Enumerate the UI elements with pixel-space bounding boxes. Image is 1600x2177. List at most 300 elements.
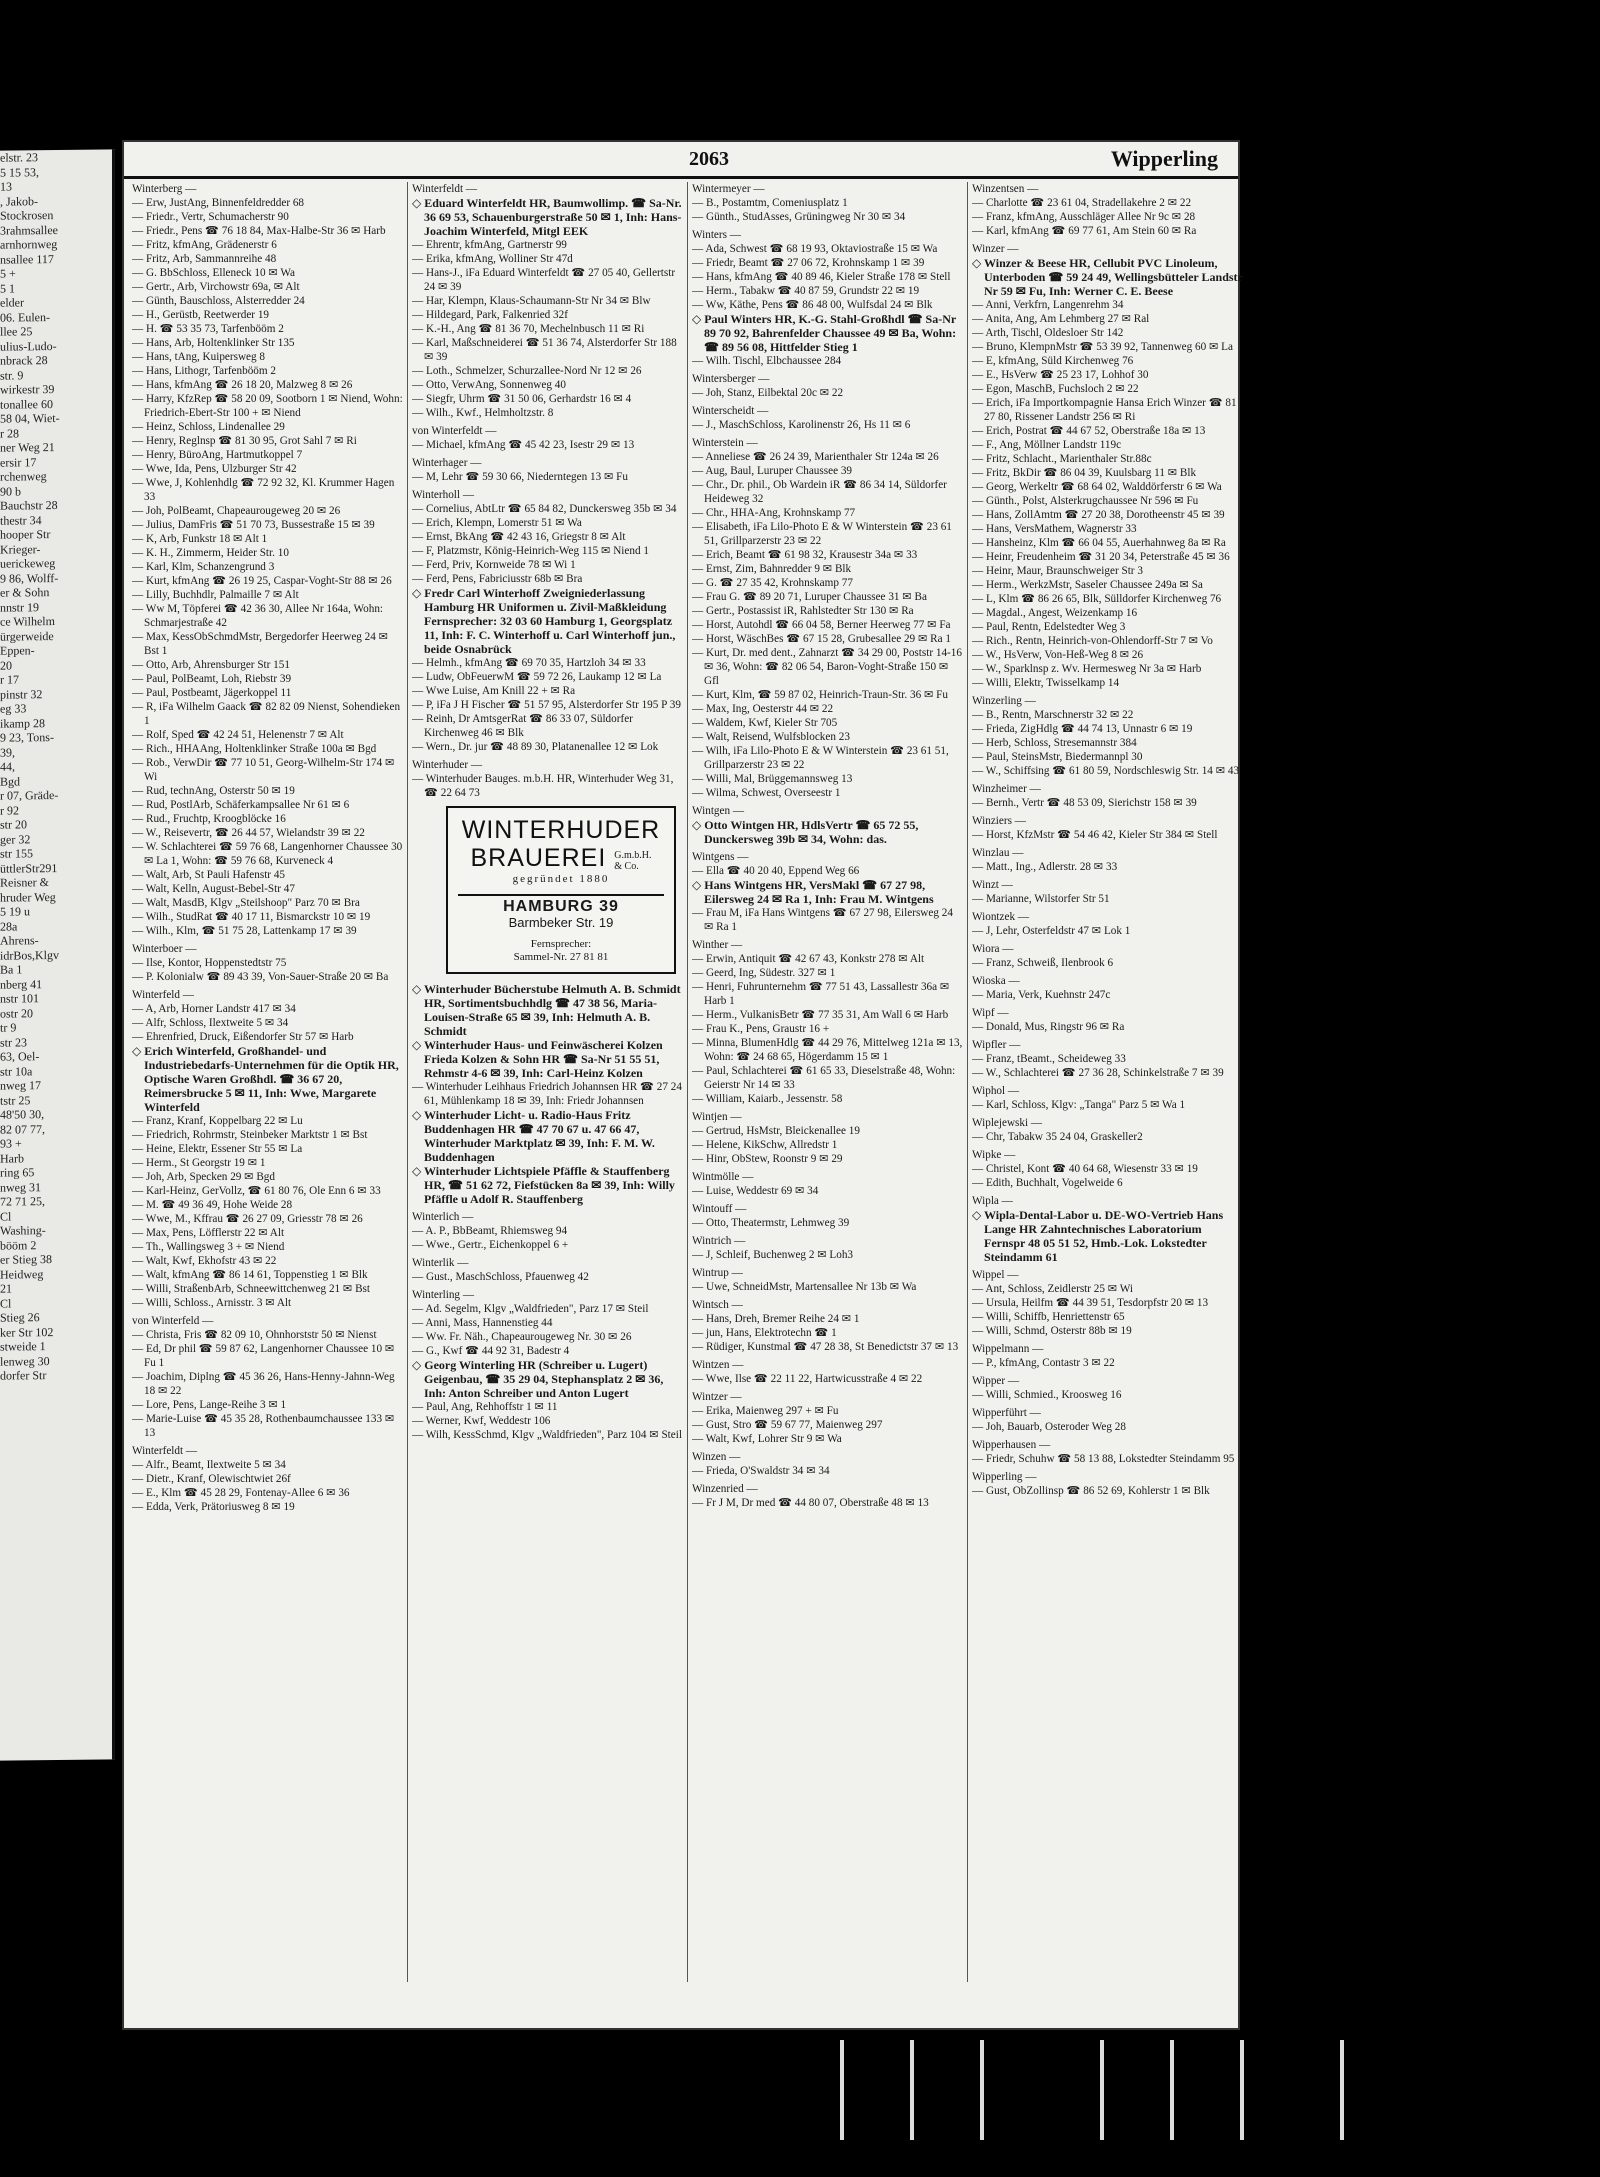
surname-heading: Wintermeyer — <box>692 183 765 195</box>
previous-page-fragment: Bauchstr 28 <box>0 497 58 513</box>
previous-page-fragment: 82 07 77, <box>0 1121 45 1137</box>
previous-page-fragment: 5 + <box>0 266 16 281</box>
directory-entry: — Ilse, Kontor, Hoppenstedtstr 75 <box>132 957 287 969</box>
surname-heading: Wiontzek — <box>972 911 1030 923</box>
previous-page-fragment: 39, <box>0 744 15 760</box>
scan-edge-marks <box>840 2040 1360 2140</box>
previous-page-fragment: 20 <box>0 657 12 673</box>
surname-heading: Winzheimer — <box>972 783 1041 795</box>
surname-heading: von Winterfeldt — <box>412 425 497 437</box>
directory-entry: — F., Ang, Möllner Landstr 119c <box>972 439 1122 451</box>
directory-entry: — Hans, kfmAng ☎ 26 18 20, Malzweg 8 ✉ 26 <box>132 379 353 391</box>
previous-page-fragment: ce Wilhelm <box>0 614 55 629</box>
directory-entry: — Ada, Schwest ☎ 68 19 93, Oktaviostraße 15 ✉ Wa <box>692 243 938 255</box>
directory-entry: — Wwe Luise, Am Knill 22 + ✉ Ra <box>412 685 576 697</box>
directory-entry: — Rüdiger, Kunstmal ☎ 47 28 38, St Benedictstr 37 ✉ 13 <box>692 1341 959 1353</box>
directory-entry: — Anita, Ang, Am Lehmberg 27 ✉ Ral <box>972 313 1150 325</box>
directory-entry: — Franz, Schweiß, Ilenbrook 6 <box>972 957 1114 969</box>
directory-entry: — Henry, Reglnsp ☎ 81 30 95, Grot Sahl 7 ✉ Ri <box>132 435 357 447</box>
previous-page-fragment: ersir 17 <box>0 454 37 470</box>
previous-page-fragment: ner Weg 21 <box>0 440 55 455</box>
directory-entry: — Ehrentr, kfmAng, Gartnerstr 99 <box>412 239 567 251</box>
directory-entry: — Hans, ZollAmtm ☎ 27 20 38, Dorotheenstr 45 ✉ 39 <box>972 509 1225 521</box>
surname-heading: Wipfler — <box>972 1039 1021 1051</box>
previous-page-fragment: Washing- <box>0 1223 46 1238</box>
directory-entry: — Geerd, Ing, Südestr. 327 ✉ 1 <box>692 967 836 979</box>
directory-entry: — Maria, Verk, Kuehnstr 247c <box>972 989 1111 1001</box>
previous-page-fragment: 9 86, Wolff- <box>0 570 59 586</box>
previous-page-fragment: 93 + <box>0 1136 22 1151</box>
directory-entry: — Erw, JustAng, Binnenfeldredder 68 <box>132 197 305 209</box>
directory-entry: — K. H., Zimmerm, Heider Str. 10 <box>132 547 289 559</box>
surname-heading: Wintzer — <box>692 1391 742 1403</box>
previous-page-fragment: dorfer Str <box>0 1368 47 1383</box>
surname-heading: Wintjen — <box>692 1111 742 1123</box>
previous-page-fragment: llee 25 <box>0 324 33 339</box>
directory-entry: — Wwe, Ilse ☎ 22 11 22, Hartwicusstraße 4 ✉ 22 <box>692 1373 923 1385</box>
directory-entry: — Gertrud, HsMstr, Bleickenallee 19 <box>692 1125 860 1137</box>
ad-phone-label: Fernsprecher: <box>530 938 592 950</box>
surname-heading: Wintzen — <box>692 1359 744 1371</box>
surname-heading: Winzenried — <box>692 1483 758 1495</box>
directory-entry: — Kurt, Dr. med dent., Zahnarzt ☎ 34 29 00, Poststr 14-16 ✉ 36, Wohn: ☎ 82 06 54, Baron-Voght-Straße 150 ✉ Gfl <box>692 647 962 687</box>
directory-entry: — Friedr., Pens ☎ 76 18 84, Max-Halbe-Str 36 ✉ Harb <box>132 225 386 237</box>
surname-heading: Winterstein — <box>692 437 758 449</box>
directory-entry: — Ww. Fr. Näh., Chapeaurougeweg Nr. 30 ✉ 26 <box>412 1331 632 1343</box>
directory-entry: — Ursula, Heilfm ☎ 44 39 51, Tesdorpfstr 20 ✉ 13 <box>972 1297 1209 1309</box>
directory-entry: — B., Postamtm, Comeniusplatz 1 <box>692 197 848 209</box>
directory-entry: — Th., Wallingsweg 3 + ✉ Niend <box>132 1241 285 1253</box>
directory-entry: — Ant, Schloss, Zeidlerstr 25 ✉ Wi <box>972 1283 1133 1295</box>
directory-entry: — Herm., St Georgstr 19 ✉ 1 <box>132 1157 266 1169</box>
firm-entry: ◇ Hans Wintgens HR, VersMakl ☎ 67 27 98, Eilersweg 24 ✉ Ra 1, Inh: Frau M. Wintgens <box>692 878 934 906</box>
surname-heading: Winzer — <box>972 243 1019 255</box>
directory-entry: — Elisabeth, iFa Lilo-Photo E & W Winterstein ☎ 23 61 51, Grillparzerstr 23 ✉ 22 <box>692 521 952 547</box>
previous-page-fragment: , Jakob- <box>0 193 38 209</box>
previous-page-fragment: ürgerweide <box>0 628 54 644</box>
directory-entry: — M, Lehr ☎ 59 30 66, Niederntegen 13 ✉ Fu <box>412 471 628 483</box>
directory-entry: — Erich, Postrat ☎ 44 67 52, Oberstraße 18a ✉ 13 <box>972 425 1206 437</box>
directory-entry: — Heinr, Maur, Braunschweiger Str 3 <box>972 565 1143 577</box>
directory-entry: — Heinr, Freudenheim ☎ 31 20 34, Peterstraße 45 ✉ 36 <box>972 551 1230 563</box>
directory-entry: — Alfr, Schloss, Ilextweite 5 ✉ 34 <box>132 1017 289 1029</box>
surname-heading: Winziers — <box>972 815 1026 827</box>
previous-page-fragment: r 07, Gräde- <box>0 787 59 803</box>
previous-page-fragment: nbrack 28 <box>0 353 48 368</box>
previous-page-fragment: 3rahmsallee <box>0 222 58 238</box>
directory-entry: — Siegfr, Uhrm ☎ 31 50 06, Gerhardstr 16 ✉ 4 <box>412 393 632 405</box>
directory-entry: — Lilly, Buchhdlr, Palmaille 7 ✉ Alt <box>132 589 299 601</box>
previous-page-fragment: 63, Oel- <box>0 1049 40 1064</box>
previous-page-fragment: lenweg 30 <box>0 1353 50 1369</box>
directory-entry: — Joh, Stanz, Eilbektal 20c ✉ 22 <box>692 387 844 399</box>
surname-heading: Wintrich — <box>692 1235 746 1247</box>
directory-entry: — Minna, BlumenHdlg ☎ 44 29 76, Mittelweg 121a ✉ 13, Wohn: ☎ 24 68 65, Högerdamm 15 ✉ 1 <box>692 1037 963 1063</box>
directory-entry: — E., HsVerw ☎ 25 23 17, Lohhof 30 <box>972 369 1149 381</box>
directory-column-3 <box>692 182 964 1982</box>
directory-entry: — A, Arb, Horner Landstr 417 ✉ 34 <box>132 1003 296 1015</box>
previous-page-fragment: üttlerStr291 <box>0 860 58 876</box>
previous-page-fragment: r 28 <box>0 425 19 441</box>
surname-heading: Wippelmann — <box>972 1343 1044 1355</box>
surname-heading: Winters — <box>692 229 741 241</box>
directory-entry: — Gust., MaschSchloss, Pfauenweg 42 <box>412 1271 589 1283</box>
surname-heading: Wintsch — <box>692 1299 743 1311</box>
previous-page-fragment: Eppen- <box>0 643 35 658</box>
previous-page-fragment: rchenweg <box>0 469 47 484</box>
directory-entry: — Bruno, KlempnMstr ☎ 53 39 92, Tannenweg 60 ✉ La <box>972 341 1233 353</box>
previous-page-fragment: ikamp 28 <box>0 715 45 731</box>
previous-page-fragment: tr 9 <box>0 1020 17 1035</box>
directory-entry: — Ww, Käthe, Pens ☎ 86 48 00, Wulfsdal 24 ✉ Blk <box>692 299 933 311</box>
directory-entry: — Erich, iFa Importkompagnie Hansa Erich Winzer ☎ 81 27 80, Rissener Landstr 256 ✉ Ri <box>972 397 1237 423</box>
surname-heading: Wipf — <box>972 1007 1009 1019</box>
firm-entry: ◇ Winterhuder Haus- und Feinwäscherei Kolzen Frieda Kolzen & Sohn HR ☎ Sa-Nr 51 55 51, Rehmstr 4-6 ✉ 39, Inh: Carl-Heinz Kolzen <box>412 1038 663 1080</box>
surname-heading: Winterlik — <box>412 1257 469 1269</box>
directory-entry: — Herm., VulkanisBetr ☎ 77 35 31, Am Wall 6 ✉ Harb <box>692 1009 949 1021</box>
directory-entry: — Reinh, Dr AmtsgerRat ☎ 86 33 07, Süldorfer Kirchenweg 46 ✉ Blk <box>412 713 633 739</box>
directory-entry: — Aug, Baul, Luruper Chaussee 39 <box>692 465 853 477</box>
ad-legal-form: G.m.b.H. <box>614 850 652 861</box>
directory-entry: — Willi, Mal, Brüggemannsweg 13 <box>692 773 853 785</box>
surname-heading: Winzlau — <box>972 847 1024 859</box>
surname-heading: Winzerling — <box>972 695 1036 707</box>
directory-entry: — Werner, Kwf, Weddestr 106 <box>412 1415 551 1427</box>
previous-page-fragment: 5 15 53, <box>0 164 39 180</box>
directory-entry: — Franz, tBeamt., Scheideweg 33 <box>972 1053 1126 1065</box>
directory-entry: — Willi, Schiffb, Henriettenstr 65 <box>972 1311 1125 1323</box>
directory-entry: — Friedr, Beamt ☎ 27 06 72, Krohnskamp 1 ✉ 39 <box>692 257 925 269</box>
directory-entry: — W., Reisevertr, ☎ 26 44 57, Wielandstr 39 ✉ 22 <box>132 827 365 839</box>
directory-entry: — K, Arb, Funkstr 18 ✉ Alt 1 <box>132 533 268 545</box>
ad-title-line-1: WINTERHUDER <box>461 816 661 844</box>
directory-entry: — Walt, MasdB, Klgv „Steilshoop" Parz 70 ✉ Bra <box>132 897 360 909</box>
directory-entry: — Edith, Buchhalt, Vogelweide 6 <box>972 1177 1123 1189</box>
firm-entry: ◇ Winzer & Beese HR, Cellubit PVC Linoleum, Unterboden ☎ 59 24 49, Wellingsbütteler Landstr Nr 59 ✉ Fu, Inh: Werner C. E. Beese <box>972 256 1243 298</box>
directory-entry: — Günth., Polst, Alsterkrugchaussee Nr 596 ✉ Fu <box>972 495 1199 507</box>
surname-heading: Wintrup — <box>692 1267 743 1279</box>
directory-entry: — H., Gerüstb, Reetwerder 19 <box>132 309 270 321</box>
directory-entry: — Ferd, Priv, Kornweide 78 ✉ Wi 1 <box>412 559 576 571</box>
directory-entry: — Gust, ObZollinsp ☎ 86 52 69, Kohlerstr 1 ✉ Blk <box>972 1485 1210 1497</box>
directory-entry: — Friedr., Vertr, Schumacherstr 90 <box>132 211 289 223</box>
directory-entry: — B., Rentn, Marschnerstr 32 ✉ 22 <box>972 709 1134 721</box>
surname-heading: Wipperling — <box>972 1471 1037 1483</box>
directory-entry: — Wilh., Klm, ☎ 51 75 28, Lattenkamp 17 ✉ 39 <box>132 925 357 937</box>
directory-column-1 <box>132 182 404 1982</box>
previous-page-fragment: 72 71 25, <box>0 1194 45 1209</box>
directory-entry: — Ludw, ObFeuerwM ☎ 59 72 26, Laukamp 12 ✉ La <box>412 671 662 683</box>
directory-entry: — Heinz, Schloss, Lindenallee 29 <box>132 421 285 433</box>
directory-entry: — Matt., Ing., Adlerstr. 28 ✉ 33 <box>972 861 1118 873</box>
directory-entry: — Paul, PolBeamt, Loh, Riebstr 39 <box>132 673 292 685</box>
firm-entry: ◇ Winterhuder Lichtspiele Pfäffle & Stauffenberg HR, ☎ 51 62 72, Fiefstücken 8a ✉ 39, Inh: Willy Pfäffle u Adolf R. Stauffenberg <box>412 1164 675 1206</box>
firm-entry: ◇ Otto Wintgen HR, HdlsVertr ☎ 65 72 55, Dunckersweg 39b ✉ 34, Wohn: das. <box>692 818 919 846</box>
column-divider <box>407 182 408 1982</box>
directory-entry: — Friedrich, Rohrmstr, Steinbeker Marktstr 1 ✉ Bst <box>132 1129 368 1141</box>
directory-entry: — Fr J M, Dr med ☎ 44 80 07, Oberstraße 48 ✉ 13 <box>692 1497 929 1509</box>
directory-entry: — Hildegard, Park, Falkenried 32f <box>412 309 568 321</box>
directory-entry: — Paul, Postbeamt, Jägerkoppel 11 <box>132 687 292 699</box>
directory-entry: — Ferd, Pens, Fabriciusstr 68b ✉ Bra <box>412 573 583 585</box>
directory-entry: — Otto, Theatermstr, Lehmweg 39 <box>692 1217 850 1229</box>
surname-heading: Winzentsen — <box>972 183 1039 195</box>
directory-entry: — Rob., VerwDir ☎ 77 10 51, Georg-Wilhelm-Str 174 ✉ Wi <box>132 757 395 783</box>
directory-entry: — Marianne, Wilstorfer Str 51 <box>972 893 1110 905</box>
directory-entry: — Erwin, Antiquit ☎ 42 67 43, Konkstr 278 ✉ Alt <box>692 953 925 965</box>
surname-heading: Wipla — <box>972 1195 1013 1207</box>
directory-entry: — Ed, Dr phil ☎ 59 87 62, Langenhorner Chaussee 10 ✉ Fu 1 <box>132 1343 395 1369</box>
directory-entry: — Wilh, iFa Lilo-Photo E & W Winterstein ☎ 23 61 51, Grillparzerstr 23 ✉ 22 <box>692 745 949 771</box>
directory-entry: — Hans-J., iFa Eduard Winterfeldt ☎ 27 05 40, Gellertstr 24 ✉ 39 <box>412 267 676 293</box>
directory-entry: — Rud, PostlArb, Schäferkampsallee Nr 61 ✉ 6 <box>132 799 350 811</box>
directory-entry: — Cornelius, AbtLtr ☎ 65 84 82, Dunckersweg 35b ✉ 34 <box>412 503 677 515</box>
directory-entry: — Egon, MaschB, Fuchsloch 2 ✉ 22 <box>972 383 1139 395</box>
directory-entry: — Wilh. Tischl, Elbchaussee 284 <box>692 355 842 367</box>
directory-entry: — Walt, Kwf, Lohrer Str 9 ✉ Wa <box>692 1433 842 1445</box>
firm-entry: ◇ Winterhuder Licht- u. Radio-Haus Fritz Buddenhagen HR ☎ 47 70 67 u. 47 66 47, Winterhuder Marktplatz ✉ 39, Inh: F. M. W. Buddenhagen <box>412 1108 655 1164</box>
directory-entry: — jun, Hans, Elektrotechn ☎ 1 <box>692 1327 837 1339</box>
directory-entry: — Julius, DamFris ☎ 51 70 73, Bussestraße 15 ✉ 39 <box>132 519 375 531</box>
directory-entry: — W. Schlachterei ☎ 59 76 68, Langenhorner Chaussee 30 ✉ La 1, Wohn: ☎ 59 76 68, Kurveneck 4 <box>132 841 403 867</box>
directory-entry: — Friedr, Schuhw ☎ 58 13 88, Lokstedter Steindamm 95 <box>972 1453 1235 1465</box>
directory-entry: — Uwe, SchneidMstr, Martensallee Nr 13b ✉ Wa <box>692 1281 917 1293</box>
directory-entry: — Luise, Weddestr 69 ✉ 34 <box>692 1185 819 1197</box>
previous-page-fragment: 28a <box>0 918 18 934</box>
surname-heading: Wintgen — <box>692 805 745 817</box>
surname-heading: Winterberg — <box>132 183 197 195</box>
directory-entry: — Winterhuder Bauges. m.b.H. HR, Winterhuder Weg 31, ☎ 22 64 73 <box>412 773 674 799</box>
surname-heading: Winterling — <box>412 1289 475 1301</box>
directory-entry: — Bernh., Vertr ☎ 48 53 09, Sierichstr 158 ✉ 39 <box>972 797 1197 809</box>
directory-entry: — P, iFa J H Fischer ☎ 51 57 95, Alsterdorfer Str 195 P 39 <box>412 699 681 711</box>
directory-entry: — Erika, Maienweg 297 + ✉ Fu <box>692 1405 839 1417</box>
previous-page-fragment: Reisner & <box>0 875 49 890</box>
directory-entry: — Wwe, Ida, Pens, Ulzburger Str 42 <box>132 463 297 475</box>
directory-entry: — Horst, WäschBes ☎ 67 15 28, Grubesallee 29 ✉ Ra 1 <box>692 633 951 645</box>
surname-heading: Wintmölle — <box>692 1171 754 1183</box>
directory-entry: — Hansheinz, Klm ☎ 66 04 55, Auerhahnweg 8a ✉ Ra <box>972 537 1226 549</box>
directory-entry: — Anni, Verkfrn, Langenrehm 34 <box>972 299 1124 311</box>
directory-entry: — Paul, Schlachterei ☎ 61 65 33, Dieselstraße 48, Wohn: Geierstr Nr 14 ✉ 33 <box>692 1065 956 1091</box>
directory-entry: — Chr., HHA-Ang, Krohnskamp 77 <box>692 507 856 519</box>
previous-page-fragment: 48'50 30, <box>0 1107 45 1122</box>
directory-entry: — Helmh., kfmAng ☎ 69 70 35, Hartzloh 34 ✉ 33 <box>412 657 646 669</box>
directory-entry: — Willi, Schmd, Osterstr 88b ✉ 19 <box>972 1325 1132 1337</box>
directory-entry: — Helene, KikSchw, Allredstr 1 <box>692 1139 838 1151</box>
previous-page-fragment: er & Sohn <box>0 585 50 600</box>
directory-entry: — Ad. Segelm, Klgv „Waldfrieden", Parz 17 ✉ Steil <box>412 1303 649 1315</box>
previous-page-fragment: uerickeweg <box>0 556 56 571</box>
surname-heading: Wioska — <box>972 975 1020 987</box>
surname-heading: von Winterfeld — <box>132 1315 214 1327</box>
directory-entry: — Har, Klempn, Klaus-Schaumann-Str Nr 34 ✉ Blw <box>412 295 651 307</box>
previous-page-fragment: stweide 1 <box>0 1339 46 1354</box>
directory-entry: — Kurt, kfmAng ☎ 26 19 25, Caspar-Voght-Str 88 ✉ 26 <box>132 575 392 587</box>
previous-page-fragment: str 155 <box>0 846 33 861</box>
directory-entry: — H. ☎ 53 35 73, Tarfenbööm 2 <box>132 323 284 335</box>
directory-entry: — K.-H., Ang ☎ 81 36 70, Mechelnbusch 11 ✉ Ri <box>412 323 645 335</box>
directory-entry: — Erika, kfmAng, Wolliner Str 47d <box>412 253 573 265</box>
surname-heading: Winterhager — <box>412 457 482 469</box>
directory-entry: — Henri, Fuhrunternehm ☎ 77 51 43, Lassallestr 36a ✉ Harb 1 <box>692 981 950 1007</box>
previous-page-fragment: 13 <box>0 179 12 194</box>
directory-entry: — R, iFa Wilhelm Gaack ☎ 82 82 09 Nienst, Sohendieken 1 <box>132 701 401 727</box>
directory-entry: — Franz, kfmAng, Ausschläger Allee Nr 9c ✉ 28 <box>972 211 1196 223</box>
directory-entry: — Hans, tAng, Kuipersweg 8 <box>132 351 265 363</box>
previous-page-fragment: nnstr 19 <box>0 599 39 615</box>
previous-page-fragment: Heidweg <box>0 1266 44 1282</box>
directory-entry: — W., Schlachterei ☎ 27 36 28, Schinkelstraße 7 ✉ 39 <box>972 1067 1224 1079</box>
directory-entry: — Willi, StraßenbArb, Schneewittchenweg 21 ✉ Bst <box>132 1283 371 1295</box>
directory-entry: — Frau G. ☎ 89 20 71, Luruper Chaussee 31 ✉ Ba <box>692 591 927 603</box>
directory-entry: — Fritz, kfmAng, Grädenerstr 6 <box>132 239 277 251</box>
running-head: Wipperling <box>1110 146 1218 171</box>
previous-page-fragment: 5 19 u <box>0 904 30 919</box>
directory-entry: — Marie-Luise ☎ 45 35 28, Rothenbaumchaussee 133 ✉ 13 <box>132 1413 395 1439</box>
directory-entry: — Willi, Schloss., Arnisstr. 3 ✉ Alt <box>132 1297 292 1309</box>
directory-entry: — Edda, Verk, Prätoriusweg 8 ✉ 19 <box>132 1501 295 1513</box>
directory-entry: — Anneliese ☎ 26 24 39, Marienthaler Str 124a ✉ 26 <box>692 451 939 463</box>
surname-heading: Winterhuder — <box>412 759 483 771</box>
page-number: 2063 <box>689 148 729 170</box>
directory-entry: — G., Kwf ☎ 44 92 31, Badestr 4 <box>412 1345 570 1357</box>
directory-page <box>122 140 1243 2030</box>
surname-heading: Wipperführt — <box>972 1407 1041 1419</box>
previous-page-fragment: Stieg 26 <box>0 1310 40 1325</box>
firm-entry: ◇ Georg Winterling HR (Schreiber u. Lugert) Geigenbau, ☎ 35 29 04, Stephansplatz 2 ✉ 36, Inh: Anton Schreiber und Anton Lugert <box>412 1358 664 1400</box>
previous-page-fragment: thestr 34 <box>0 512 42 528</box>
directory-entry: — Dietr., Kranf, Olewischtwiet 26f <box>132 1473 291 1485</box>
directory-entry: — Wilma, Schwest, Overseestr 1 <box>692 787 841 799</box>
surname-heading: Wipperhausen — <box>972 1439 1051 1451</box>
directory-entry: — Christel, Kont ☎ 40 64 68, Wiesenstr 33 ✉ 19 <box>972 1163 1198 1175</box>
directory-entry: — E, kfmAng, Süld Kirchenweg 76 <box>972 355 1134 367</box>
previous-page-fragment: 06. Eulen- <box>0 309 50 325</box>
previous-page-fragment: nberg 41 <box>0 976 43 992</box>
previous-page-fragment: hooper Str <box>0 527 51 542</box>
surname-heading: Winterboer — <box>132 943 197 955</box>
directory-entry: — Franz, Kranf, Koppelbarg 22 ✉ Lu <box>132 1115 303 1127</box>
directory-entry: — Wwe, M., Kffrau ☎ 26 27 09, Griesstr 78 ✉ 26 <box>132 1213 363 1225</box>
directory-entry: — G. BbSchloss, Elleneck 10 ✉ Wa <box>132 267 296 279</box>
previous-page-fragment: 21 <box>0 1281 12 1296</box>
brewery-advertisement <box>446 806 676 974</box>
firm-entry: ◇ Eduard Winterfeldt HR, Baumwollimp. ☎ Sa-Nr. 36 69 53, Schauenburgerstraße 50 ✉ 1, Inh: Hans-Joachim Winterfeld, Mitgl EEK <box>412 196 682 238</box>
previous-page-fragment: 9 23, Tons- <box>0 730 54 745</box>
directory-entry: — Fritz, BkDir ☎ 86 04 39, Kuulsbarg 11 ✉ Blk <box>972 467 1197 479</box>
directory-entry: — W., Sparklnsp z. Wv. Hermesweg Nr 3a ✉ Harb <box>972 663 1202 675</box>
previous-page-fragment: str. 9 <box>0 367 24 383</box>
directory-entry: — Joachim, Diplng ☎ 45 36 26, Hans-Henny-Jahnn-Weg 18 ✉ 22 <box>132 1371 395 1397</box>
ad-legal-form-2: & Co. <box>614 861 639 872</box>
previous-page-fragment: str 20 <box>0 817 27 832</box>
directory-entry: — Anni, Mass, Hannenstieg 44 <box>412 1317 553 1329</box>
firm-entry: ◇ Paul Winters HR, K.-G. Stahl-Großhdl ☎ Sa-Nr 89 70 92, Bahrenfelder Chaussee 49 ✉ Ba, Wohn: ☎ 89 56 08, Hittfelder Stieg 1 <box>692 312 957 354</box>
directory-entry: — Hans, Arb, Holtenklinker Str 135 <box>132 337 295 349</box>
directory-entry: — Rud., Fruchtp, Kroogblöcke 16 <box>132 813 286 825</box>
firm-entry: ◇ Fredr Carl Winterhoff Zweigniederlassung Hamburg HR Uniformen u. Zivil-Maßkleidung Fernsprecher: 32 03 60 Hamburg 1, Georgsplatz 11, Inh: F. C. Winterhoff u. Carl Winterhoff jun., beide Osnabrück <box>412 586 676 656</box>
directory-entry: — Lore, Pens, Lange-Reihe 3 ✉ 1 <box>132 1399 287 1411</box>
previous-page-fragment: Harb <box>0 1150 24 1166</box>
ad-title-line-2: BRAUEREI <box>470 844 607 872</box>
previous-page-fragment: nweg 17 <box>0 1078 41 1093</box>
directory-entry: — L, Klm ☎ 86 26 65, Blk, Sülldorfer Kirchenweg 76 <box>972 593 1222 605</box>
surname-heading: Winzen — <box>692 1451 741 1463</box>
surname-heading: Winzt — <box>972 879 1013 891</box>
column-divider <box>687 182 688 1982</box>
previous-page-fragment: ring 65 <box>0 1165 35 1180</box>
directory-column-4 <box>972 182 1244 1982</box>
directory-entry: — Henry, BüroAng, Hartmutkoppel 7 <box>132 449 303 461</box>
directory-entry: — Magdal., Angest, Weizenkamp 16 <box>972 607 1138 619</box>
previous-page-fragment: r 92 <box>0 802 19 818</box>
previous-page-fragment: 90 b <box>0 483 21 499</box>
directory-entry: — M. ☎ 49 36 49, Hohe Weide 28 <box>132 1199 293 1211</box>
directory-entry: — Gertr., Postassist iR, Rahlstedter Str 130 ✉ Ra <box>692 605 914 617</box>
previous-page-fragment: 44, <box>0 759 15 774</box>
directory-entry: — Horst, KfzMstr ☎ 54 46 42, Kieler Str 384 ✉ Stell <box>972 829 1218 841</box>
directory-entry: — Kurt, Klm, ☎ 59 87 02, Heinrich-Traun-Str. 36 ✉ Fu <box>692 689 948 701</box>
directory-entry: — Karl-Heinz, GerVollz, ☎ 61 80 76, Ole Enn 6 ✉ 33 <box>132 1185 381 1197</box>
directory-entry: — Ernst, BkAng ☎ 42 43 16, Griegstr 8 ✉ Alt <box>412 531 626 543</box>
previous-page-fragment: Stockrosen <box>0 208 54 223</box>
directory-entry: — Fritz, Arb, Sammannreihe 48 <box>132 253 277 265</box>
surname-heading: Wipper — <box>972 1375 1020 1387</box>
directory-entry: — Max, Ing, Oesterstr 44 ✉ 22 <box>692 703 834 715</box>
directory-entry: — Winterhuder Leihhaus Friedrich Johannsen HR ☎ 27 24 61, Mühlenkamp 18 ✉ 39, Inh: Friedr Johannsen <box>412 1081 682 1107</box>
directory-entry: — F, Platzmstr, König-Heinrich-Weg 115 ✉ Niend 1 <box>412 545 649 557</box>
directory-entry: — Joh, PolBeamt, Chapeaurougeweg 20 ✉ 26 <box>132 505 341 517</box>
directory-entry: — Rich., HHAAng, Holtenklinker Straße 100a ✉ Bgd <box>132 743 377 755</box>
directory-entry: — Otto, VerwAng, Sonnenweg 40 <box>412 379 566 391</box>
header-rule <box>124 176 1238 179</box>
previous-page-fragment: ostr 20 <box>0 1005 33 1021</box>
directory-entry: — Walt, Kwf, Ekhofstr 43 ✉ 22 <box>132 1255 277 1267</box>
directory-entry: — Harry, KfzRep ☎ 58 20 09, Sootborn 1 ✉ Niend, Wohn: Friedrich-Ebert-Str 100 + ✉ Niend <box>132 393 403 419</box>
directory-entry: — Chr, Tabakw 35 24 04, Graskeller2 <box>972 1131 1143 1143</box>
directory-entry: — Hans, kfmAng ☎ 40 89 46, Kieler Straße 178 ✉ Stell <box>692 271 951 283</box>
directory-entry: — Ernst, Zim, Bahnredder 9 ✉ Blk <box>692 563 852 575</box>
directory-entry: — Frau K., Pens, Graustr 16 + <box>692 1023 830 1035</box>
ad-phone-number: Sammel-Nr. 27 81 81 <box>513 951 609 963</box>
previous-page-fragment: idrBos,Klgv <box>0 947 60 963</box>
previous-page-fragment: er Stieg 38 <box>0 1252 52 1267</box>
directory-entry: — Günth., StudAsses, Grüningweg Nr 30 ✉ 34 <box>692 211 906 223</box>
directory-entry: — J., MaschSchloss, Karolinenstr 26, Hs 11 ✉ 6 <box>692 419 911 431</box>
firm-entry: ◇ Winterhuder Bücherstube Helmuth A. B. Schmidt HR, Sortimentsbuchhdlg ☎ 47 38 56, Maria-Louisen-Straße 65 ✉ 39, Inh: Helmuth A. B. Schmidt <box>412 982 681 1038</box>
previous-page-fragment: nweg 31 <box>0 1179 41 1195</box>
directory-entry: — Frieda, O'Swaldstr 34 ✉ 34 <box>692 1465 830 1477</box>
directory-entry: — Wern., Dr. jur ☎ 48 89 30, Platanenallee 12 ✉ Lok <box>412 741 659 753</box>
previous-page-fragment: elder <box>0 295 24 310</box>
directory-entry: — Wwe, J, Kohlenhdlg ☎ 72 92 32, Kl. Krummer Hagen 33 <box>132 477 395 503</box>
previous-page-fragment: bööm 2 <box>0 1237 37 1253</box>
directory-entry: — Joh, Bauarb, Osteroder Weg 28 <box>972 1421 1126 1433</box>
previous-page-fragment: Krieger- <box>0 541 41 557</box>
column-divider <box>967 182 968 1982</box>
directory-entry: — Herm., WerkzMstr, Saseler Chaussee 249a ✉ Sa <box>972 579 1203 591</box>
surname-heading: Wintouff — <box>692 1203 747 1215</box>
previous-page-fragment: arnhornweg <box>0 237 58 252</box>
directory-entry: — Ehrenfried, Druck, Eißendorfer Str 57 ✉ Harb <box>132 1031 354 1043</box>
directory-entry: — Loth., Schmelzer, Schurzallee-Nord Nr 12 ✉ 26 <box>412 365 642 377</box>
directory-entry: — Walt, kfmAng ☎ 86 14 61, Toppenstieg 1 ✉ Blk <box>132 1269 368 1281</box>
directory-entry: — Charlotte ☎ 23 61 04, Stradellakehre 2 ✉ 22 <box>972 197 1192 209</box>
surname-heading: Winterholl — <box>412 489 475 501</box>
directory-entry: — Donald, Mus, Ringstr 96 ✉ Ra <box>972 1021 1125 1033</box>
firm-entry: ◇ Wipla-Dental-Labor u. DE-WO-Vertrieb Hans Lange HR Zahntechnisches Laboratorium Fernspr 48 05 51 52, Hmb.-Lok. Lokstedter Steindamm 61 <box>972 1208 1224 1264</box>
